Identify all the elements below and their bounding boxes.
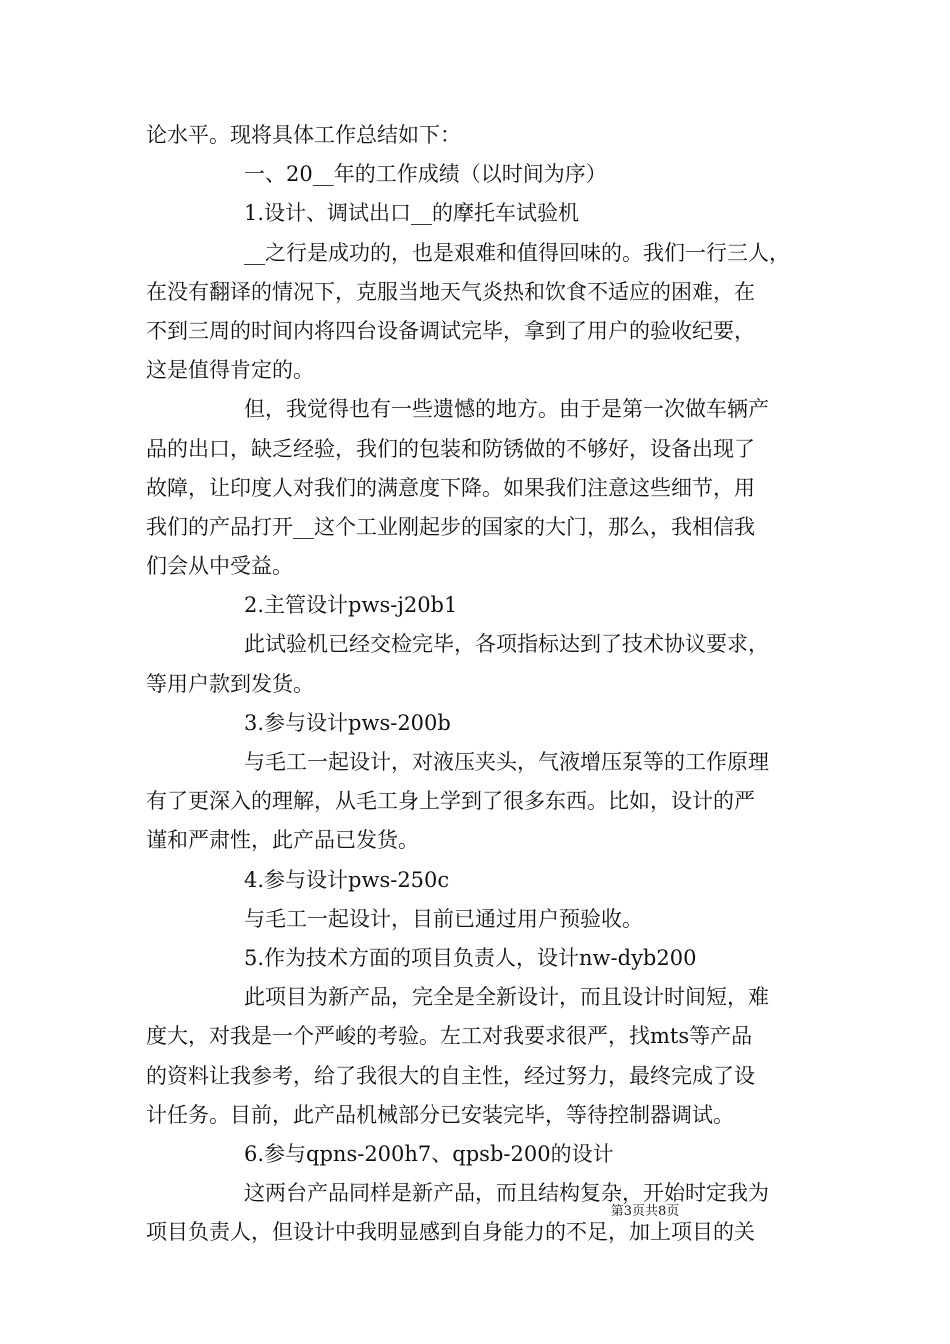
paragraph-line: 在没有翻译的情况下，克服当地天气炎热和饮食不适应的困难，在 <box>146 279 755 304</box>
text-line: 论水平。现将具体工作总结如下： <box>146 123 461 147</box>
paragraph-line: 项目负责人，但设计中我明显感到自身能力的不足，加上项目的关 <box>146 1220 755 1245</box>
paragraph-line: 的资料让我参考，给了我很大的自主性，经过努力，最终完成了设 <box>146 1063 755 1088</box>
paragraph-line: 与毛工一起设计，目前已通过用户预验收。 <box>244 906 643 931</box>
item-heading: 5.作为技术方面的项目负责人，设计nw-dyb200 <box>244 945 697 970</box>
section-heading: 一、20__年的工作成绩（以时间为序） <box>244 162 607 187</box>
paragraph-line: 此试验机已经交检完毕，各项指标达到了技术协议要求， <box>244 632 769 657</box>
paragraph-line: __之行是成功的，也是艰难和值得回味的。我们一行三人， <box>244 240 790 265</box>
paragraph-line: 等用户款到发货。 <box>146 671 314 696</box>
paragraph-line: 与毛工一起设计，对液压夹头，气液增压泵等的工作原理 <box>244 750 769 774</box>
paragraph-line: 有了更深入的理解，从毛工身上学到了很多东西。比如，设计的严 <box>146 789 755 814</box>
paragraph-line: 我们的产品打开__这个工业刚起步的国家的大门，那么，我相信我 <box>146 514 755 539</box>
item-heading: 4.参与设计pws-250c <box>244 867 450 892</box>
item-heading: 1.设计、调试出口__的摩托车试验机 <box>244 201 580 226</box>
item-heading: 6.参与qpns-200h7、qpsb-200的设计 <box>244 1141 614 1166</box>
paragraph-line: 计任务。目前，此产品机械部分已安装完毕，等待控制器调试。 <box>146 1102 734 1127</box>
paragraph-line: 但，我觉得也有一些遗憾的地方。由于是第一次做车辆产 <box>244 397 769 422</box>
paragraph-line: 不到三周的时间内将四台设备调试完毕，拿到了用户的验收纪要， <box>146 318 755 343</box>
item-heading: 3.参与设计pws-200b <box>244 710 451 735</box>
paragraph-line: 故障，让印度人对我们的满意度下降。如果我们注意这些细节，用 <box>146 475 755 500</box>
paragraph-line: 度大，对我是一个严峻的考验。左工对我要求很严，找mts等产品 <box>146 1024 753 1049</box>
page-number-footer: 第3页共8页 <box>610 1204 680 1219</box>
paragraph-line: 此项目为新产品，完全是全新设计，而且设计时间短，难 <box>244 985 769 1010</box>
paragraph-line: 品的出口，缺乏经验，我们的包装和防锈做的不够好，设备出现了 <box>146 436 755 461</box>
paragraph-line: 们会从中受益。 <box>146 554 293 579</box>
item-heading: 2.主管设计pws-j20b1 <box>244 593 458 618</box>
paragraph-line: 谨和严肃性，此产品已发货。 <box>146 828 419 853</box>
paragraph-line: 这是值得肯定的。 <box>146 358 314 383</box>
document-body <box>146 116 816 1252</box>
paragraph-line: 这两台产品同样是新产品，而且结构复杂，开始时定我为 <box>244 1181 769 1206</box>
